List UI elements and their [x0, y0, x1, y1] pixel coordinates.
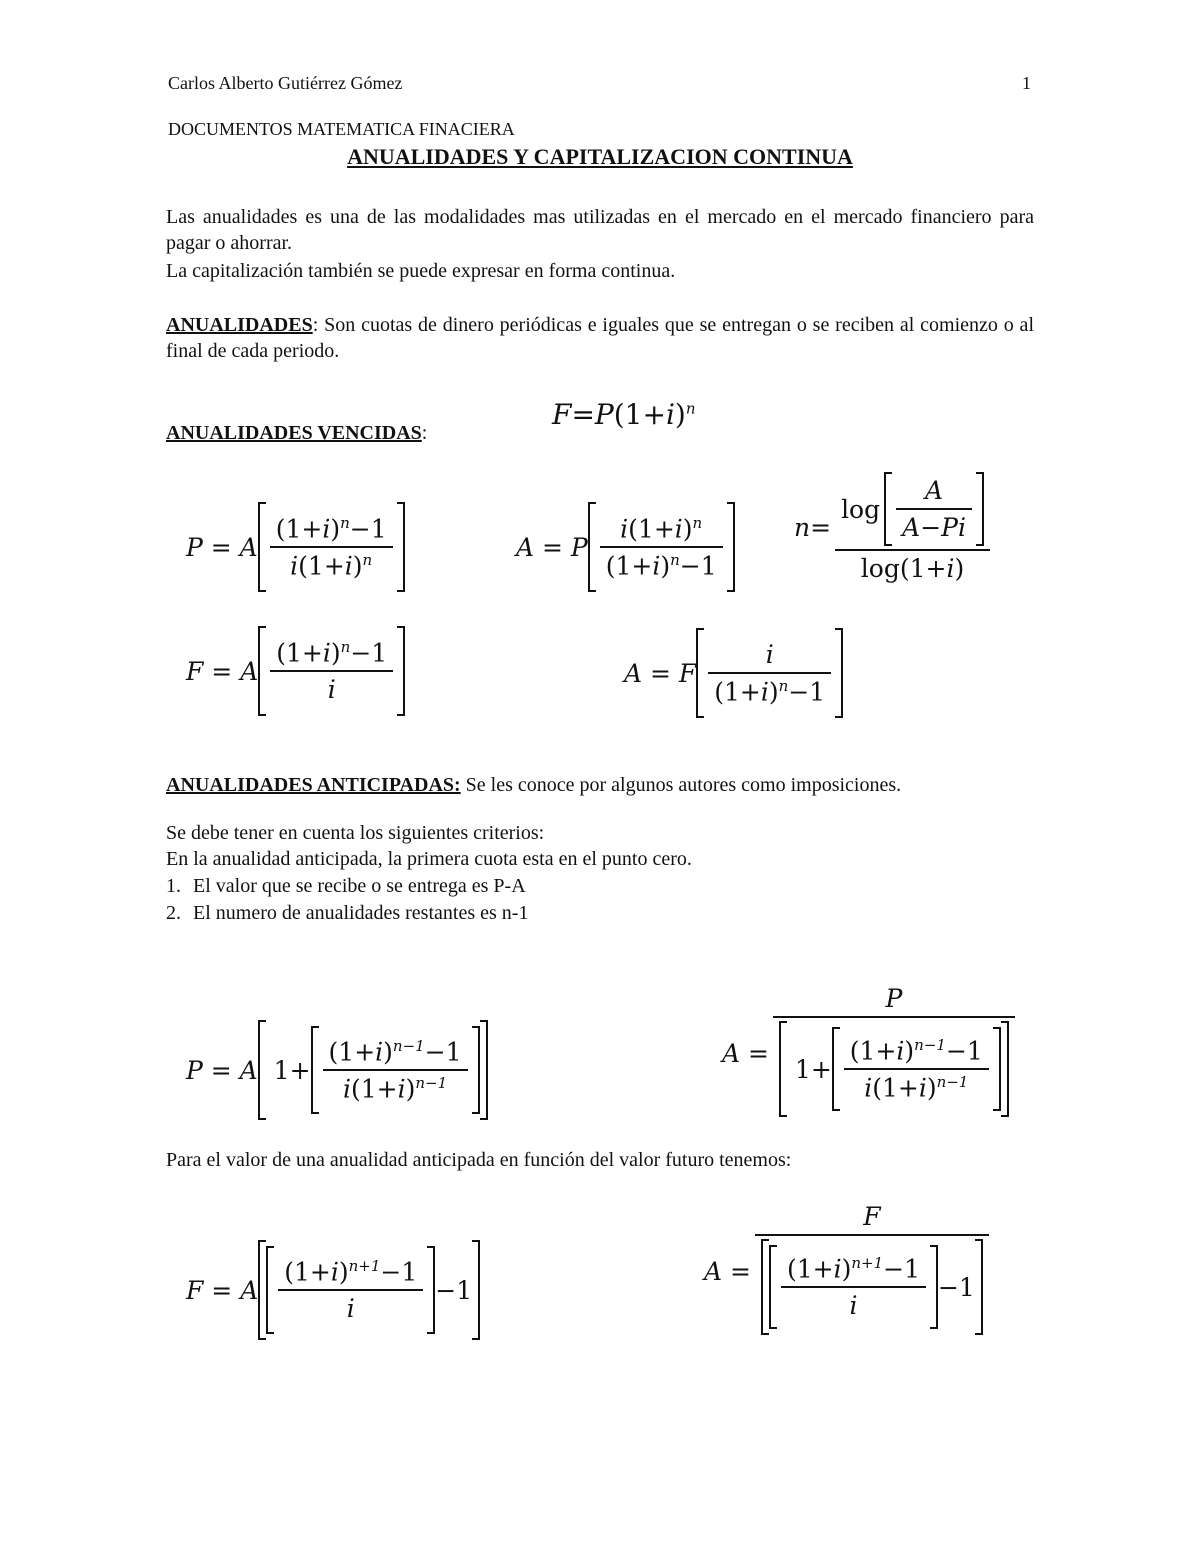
list-number: 2.: [166, 902, 181, 924]
list-item: El valor que se recibe o se entrega es P-A: [193, 875, 526, 897]
formula-vencida-A-from-P: A = P $\frac{i(1+i)^n}{(1+i)^n-1}$: [516, 502, 735, 592]
anualidades-term: ANUALIDADES: [166, 314, 313, 336]
formula-future-value: $F=P(1+i)^n$: [552, 398, 696, 431]
anticipadas-text: Se les conoce por algunos autores como imposiciones.: [460, 774, 902, 796]
future-value-intro: Para el valor de una anualidad anticipada en función del valor futuro tenemos:: [166, 1149, 792, 1171]
criteria-item: [166, 873, 526, 899]
formula-vencida-P: P = A $\frac{(1+i)^n-1}{i(1+i)^n}$: [186, 502, 405, 592]
anticipadas-heading: ANUALIDADES ANTICIPADAS:: [166, 774, 461, 796]
criteria-line: En la anualidad anticipada, la primera cuota esta en el punto cero.: [166, 848, 692, 870]
formula-anticipada-P: P = A 1+ $\frac{(1+i)^{n-1}-1}{i(1+i)^{n-1}}$: [186, 1020, 488, 1120]
anualidades-definition: [166, 312, 1034, 364]
formula-vencida-n: n = log $\frac{A}{A-Pi}$ log(1+i): [794, 472, 994, 583]
vencidas-heading-row: [166, 420, 427, 446]
vencidas-colon: :: [421, 422, 428, 444]
anualidades-text: : Son cuotas de dinero periódicas e iguales que se entregan o se reciben al comienzo o al final de cada periodo.: [166, 314, 1034, 362]
formula-anticipada-F: F = A $\frac{(1+i)^{n+1}-1}{i}$ −1: [186, 1240, 480, 1340]
list-number: 1.: [166, 875, 181, 897]
formula-vencida-F: F = A $\frac{(1+i)^n-1}{i}$: [186, 626, 405, 716]
criteria-intro: Se debe tener en cuenta los siguientes criterios:: [166, 822, 545, 844]
formula-anticipada-A-from-P: A = P 1+ $\frac{(1+i)^{n-1}-1}{i(1+i)^{n-1}}$: [722, 984, 1019, 1123]
criteria-item: [166, 900, 528, 926]
intro-continuous: La capitalización también se puede expresar en forma continua.: [166, 260, 676, 282]
formula-anticipada-A-from-F: A = F $\frac{(1+i)^{n+1}-1}{i}$ −1: [704, 1202, 993, 1341]
header-author: Carlos Alberto Gutiérrez Gómez: [168, 73, 403, 93]
list-item: El numero de anualidades restantes es n-1: [193, 902, 529, 924]
intro-paragraph: Las anualidades es una de las modalidades mas utilizadas en el mercado en el mercado financiero para pagar o ahorrar.: [166, 206, 1034, 254]
page-number: 1: [1022, 73, 1031, 93]
formula-vencida-A-from-F: A = F $\frac{i}{(1+i)^n-1}$: [624, 628, 843, 718]
vencidas-heading: ANUALIDADES VENCIDAS: [166, 422, 422, 444]
page-title: ANUALIDADES Y CAPITALIZACION CONTINUA: [347, 144, 853, 169]
anticipadas-heading-row: [166, 772, 901, 798]
document-label: DOCUMENTOS MATEMATICA FINACIERA: [168, 119, 515, 139]
